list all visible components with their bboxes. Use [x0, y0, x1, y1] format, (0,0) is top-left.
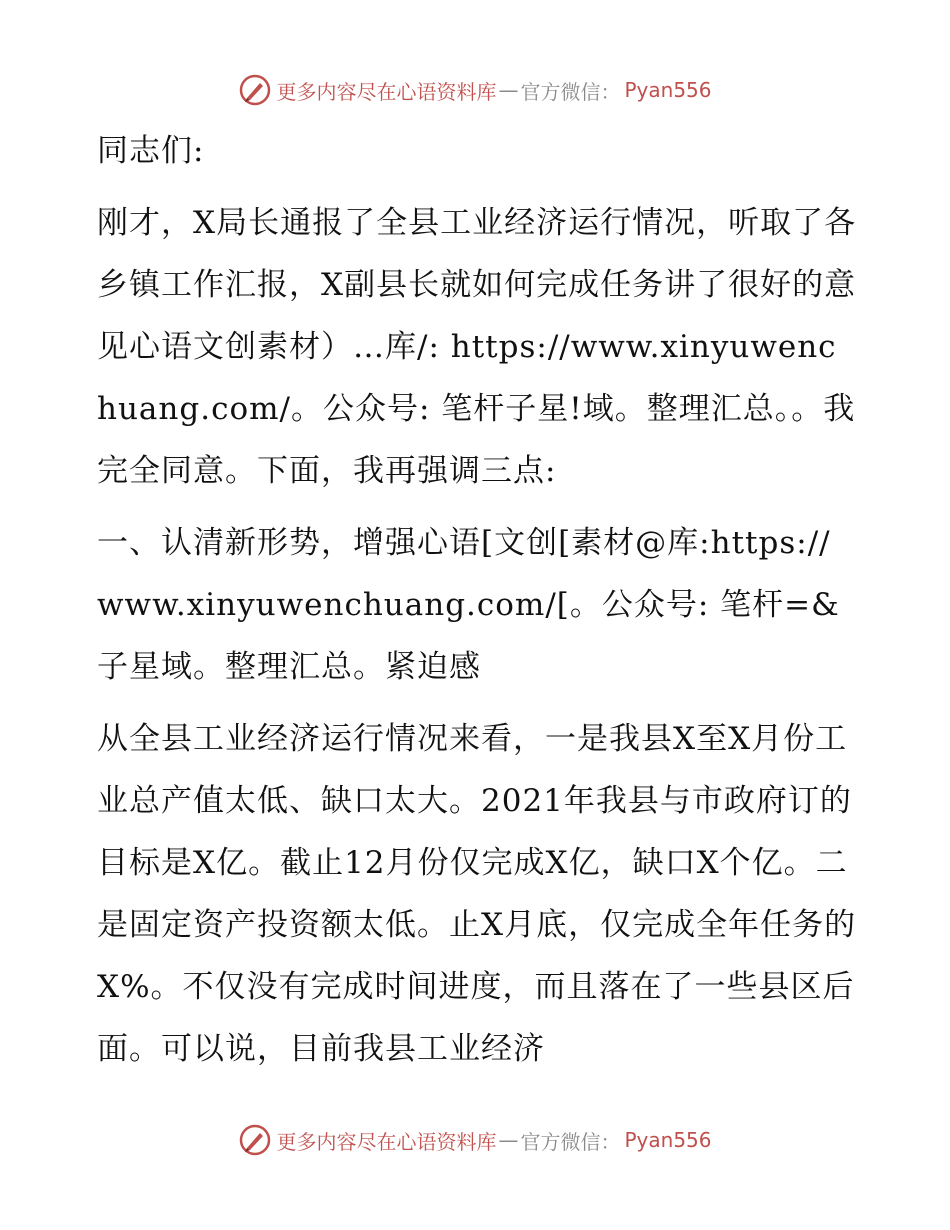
intro-paragraph: 刚才，X局长通报了全县工业经济运行情况，听取了各乡镇工作汇报，X副县长就如何完成任务讲了很好的意见心语文创素材）…库/: https://www.xinyuwenchuang.com/。公众号: 笔杆子星!域。整理汇总。。我完全同意。下面，我再强调三点: [97, 205, 857, 489]
greeting-paragraph: 同志们: [97, 133, 205, 169]
watermark-dash: — [498, 78, 519, 102]
watermark-contact-label: 官方微信： [520, 1129, 621, 1154]
watermark-dash: — [498, 1128, 519, 1152]
document-body [97, 120, 857, 1080]
watermark-wechat-id: Pyan556 [624, 1128, 712, 1152]
watermark-wechat-id: Pyan556 [624, 78, 712, 102]
watermark-footer [0, 1120, 950, 1160]
body-paragraph: 从全县工业经济运行情况来看，一是我县X至X月份工业总产值太低、缺口太大。2021年我县与市政府订的目标是X亿。截止12月份仅完成X亿，缺口X个亿。二是固定资产投资额太低。止X月底，仅完成全年任务的X%。不仅没有完成时间进度，而且落在了一些县区后面。可以说，目前我县工业经济 [97, 721, 857, 1067]
watermark-slogan: 更多内容尽在心语资料库 [276, 79, 497, 104]
section-heading-paragraph: 一、认清新形势，增强心语[文创[素材@库:https://www.xinyuwenchuang.com/[。公众号: 笔杆=&子星域。整理汇总。紧迫感 [97, 525, 840, 685]
pen-logo-icon [238, 1123, 272, 1157]
pen-logo-icon [238, 73, 272, 107]
watermark-slogan: 更多内容尽在心语资料库 [276, 1129, 497, 1154]
watermark-contact-label: 官方微信： [520, 79, 621, 104]
watermark-header [0, 70, 950, 110]
